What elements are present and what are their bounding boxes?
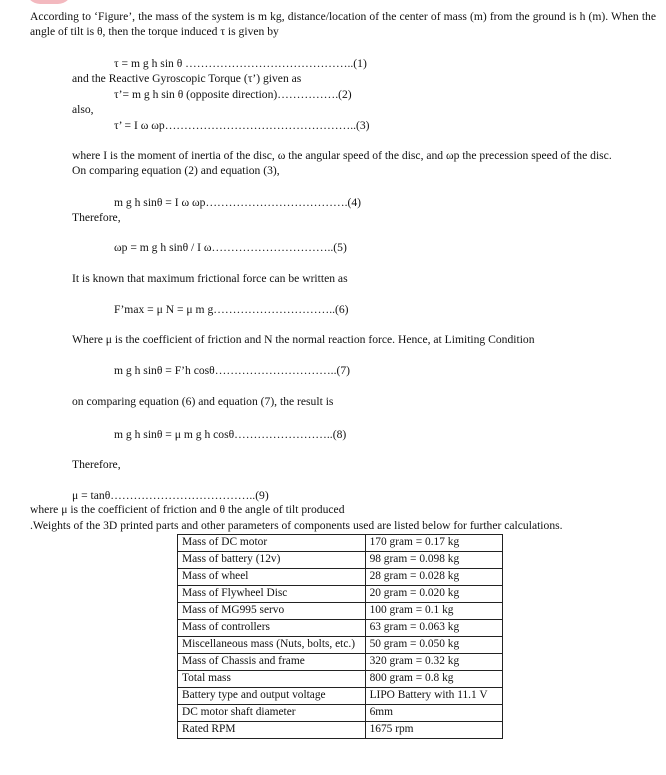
parameter-name-cell: Mass of battery (12v) [178, 552, 366, 569]
reactive-torque-text: and the Reactive Gyroscopic Torque (τ’) given as [72, 72, 302, 85]
also-text: also, [72, 103, 94, 116]
page-corner-decoration [26, 0, 72, 4]
parameter-name-cell: Battery type and output voltage [178, 688, 366, 705]
table-row [178, 586, 503, 603]
parameter-name-cell: Mass of MG995 servo [178, 603, 366, 620]
table-row [178, 688, 503, 705]
table-row [178, 569, 503, 586]
table-row [178, 620, 503, 637]
parameter-name-cell: Miscellaneous mass (Nuts, bolts, etc.) [178, 637, 366, 654]
equation-6: F’max = μ N = μ m g…………………………..(6) [114, 303, 349, 316]
equation-1: τ = m g h sin θ ……………………………………..(1) [114, 57, 367, 70]
therefore-text-1: Therefore, [72, 211, 121, 224]
equation-2: τ’= m g h sin θ (opposite direction)…………….(2) [114, 88, 352, 101]
table-row [178, 722, 503, 739]
parameter-name-cell: Rated RPM [178, 722, 366, 739]
parameter-value-cell: 800 gram = 0.8 kg [365, 671, 502, 688]
equation-5: ωp = m g h sinθ / I ω…………………………..(5) [114, 241, 347, 254]
parameter-value-cell: 6mm [365, 705, 502, 722]
equation-3: τ’ = I ω ωp…………………………………………..(3) [114, 119, 370, 132]
parameter-name-cell: Total mass [178, 671, 366, 688]
parameter-name-cell: Mass of Flywheel Disc [178, 586, 366, 603]
table-body [178, 535, 503, 739]
parameter-value-cell: 1675 rpm [365, 722, 502, 739]
parameter-value-cell: 170 gram = 0.17 kg [365, 535, 502, 552]
table-row [178, 671, 503, 688]
parameter-value-cell: 20 gram = 0.020 kg [365, 586, 502, 603]
friction-text: It is known that maximum frictional force can be written as [72, 272, 348, 285]
table-row [178, 705, 503, 722]
parameter-value-cell: LIPO Battery with 11.1 V [365, 688, 502, 705]
parameter-name-cell: Mass of controllers [178, 620, 366, 637]
where-mu-text: Where μ is the coefficient of friction and N the normal reaction force. Hence, at Limiting Condition [72, 333, 535, 346]
parameter-name-cell: Mass of DC motor [178, 535, 366, 552]
intro-paragraph: According to ‘Figure’, the mass of the system is m kg, distance/location of the center of mass (m) from the ground is h (m). When the angle of tilt is θ, then the torque induced τ is given by [30, 10, 656, 38]
parameter-name-cell: Mass of wheel [178, 569, 366, 586]
table-row [178, 603, 503, 620]
table-row [178, 637, 503, 654]
parameter-value-cell: 28 gram = 0.028 kg [365, 569, 502, 586]
parameter-value-cell: 98 gram = 0.098 kg [365, 552, 502, 569]
therefore-text-2: Therefore, [72, 458, 121, 471]
parameter-name-cell: DC motor shaft diameter [178, 705, 366, 722]
where-mu-theta-text: where μ is the coefficient of friction and θ the angle of tilt produced [30, 503, 345, 516]
table-row [178, 552, 503, 569]
parameter-name-cell: Mass of Chassis and frame [178, 654, 366, 671]
parameter-value-cell: 100 gram = 0.1 kg [365, 603, 502, 620]
comparing-6-7-text: on comparing equation (6) and equation (7), the result is [72, 395, 334, 408]
parameter-value-cell: 50 gram = 0.050 kg [365, 637, 502, 654]
comparing-2-3-text: On comparing equation (2) and equation (3), [72, 164, 280, 177]
equation-8: m g h sinθ = μ m g h cosθ……………………..(8) [114, 428, 347, 441]
table-row [178, 535, 503, 552]
parameter-value-cell: 63 gram = 0.063 kg [365, 620, 502, 637]
equation-9: μ = tanθ………………………………..(9) [72, 489, 269, 502]
table-row [178, 654, 503, 671]
parameter-value-cell: 320 gram = 0.32 kg [365, 654, 502, 671]
equation-7: m g h sinθ = F’h cosθ…………………………..(7) [114, 364, 350, 377]
weights-intro-text: .Weights of the 3D printed parts and other parameters of components used are listed below for further calculations. [30, 519, 563, 532]
equation-4: m g h sinθ = I ω ωp……………………………….(4) [114, 196, 361, 209]
component-parameters-table [177, 534, 503, 739]
where-I-text: where I is the moment of inertia of the disc, ω the angular speed of the disc, and ωp the precession speed of the disc. [72, 149, 612, 162]
